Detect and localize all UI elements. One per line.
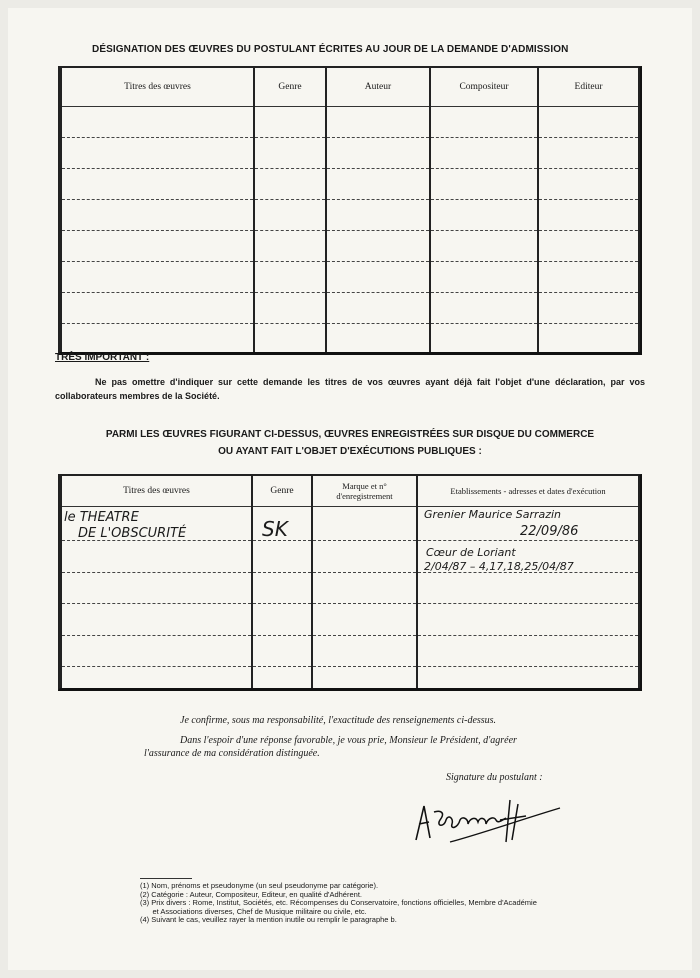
col-editeur: Editeur xyxy=(538,68,639,106)
table-row xyxy=(61,230,639,261)
signature-image xyxy=(410,790,570,850)
table-row xyxy=(61,261,639,292)
works-table xyxy=(60,68,640,352)
footnote-3: (3) Prix divers : Rome, Institut, Sociétés, etc. Récompenses du Conservatoire, fonctions officielles, Membre d'Académie xyxy=(140,898,537,908)
col-compositeur: Compositeur xyxy=(430,68,538,106)
section2-title-line1: PARMI LES ŒUVRES FIGURANT CI-DESSUS, ŒUVRES ENREGISTRÉES SUR DISQUE DU COMMERCE xyxy=(105,429,595,440)
confirm-line2: Dans l'espoir d'une réponse favorable, je vous prie, Monsieur le Président, d'agréer xyxy=(180,735,517,746)
footnote-2: (2) Catégorie : Auteur, Compositeur, Editeur, en qualité d'Adhérent. xyxy=(140,889,362,899)
section2-title-line2: OU AYANT FAIT L'OBJET D'EXÉCUTIONS PUBLIQUES : xyxy=(218,446,482,457)
col-marque: Marque et n° d'enregistrement xyxy=(312,476,417,506)
confirm-line3: l'assurance de ma considération distinguée. xyxy=(144,748,320,759)
handwritten-date1: 22/09/86 xyxy=(520,524,579,539)
table-row xyxy=(61,572,639,603)
table-row xyxy=(61,168,639,199)
footnote-divider xyxy=(140,878,192,879)
table-row xyxy=(61,635,639,666)
footnote-1: (1) Nom, prénoms et pseudonyme (un seul pseudonyme par catégorie). xyxy=(140,881,379,890)
handwritten-date2: 2/04/87 – 4,17,18,25/04/87 xyxy=(424,560,574,573)
footnote-3b: et Associations diverses, Chef de Musique militaire ou civile, etc. xyxy=(140,906,367,916)
signature-label: Signature du postulant : xyxy=(446,772,543,783)
handwritten-genre: SK xyxy=(262,517,288,541)
table-row xyxy=(61,666,639,688)
table-row xyxy=(61,106,639,137)
important-title: TRÈS IMPORTANT : xyxy=(55,352,150,363)
section1-title: DÉSIGNATION DES ŒUVRES DU POSTULANT ÉCRITES AU JOUR DE LA DEMANDE D'ADMISSION xyxy=(92,44,569,55)
col-auteur: Auteur xyxy=(326,68,430,106)
col-etablissements: Etablissements - adresses et dates d'exécution xyxy=(417,476,639,506)
table-row xyxy=(61,292,639,323)
handwritten-title-line2: DE L'OBSCURITÉ xyxy=(78,526,187,541)
handwritten-title-line1: le THEATRE xyxy=(64,510,139,525)
confirm-line1: Je confirme, sous ma responsabilité, l'exactitude des renseignements ci-dessus. xyxy=(180,715,497,726)
handwritten-venue2: Cœur de Loriant xyxy=(426,546,516,559)
table-row xyxy=(61,137,639,168)
col-titres: Titres des œuvres xyxy=(61,68,254,106)
table-row xyxy=(61,603,639,635)
footnotes xyxy=(140,882,660,925)
footnote-4: (4) Suivant le cas, veuillez rayer la mention inutile ou remplir le paragraphe b. xyxy=(140,915,397,925)
handwritten-venue1: Grenier Maurice Sarrazin xyxy=(424,508,562,521)
table-row xyxy=(61,323,639,352)
col-genre: Genre xyxy=(252,476,312,506)
col-genre: Genre xyxy=(254,68,326,106)
col-titres: Titres des œuvres xyxy=(61,476,252,506)
important-text: Ne pas omettre d'indiquer sur cette demande les titres de vos œuvres ayant déjà fait l'objet d'une déclaration, par vos collaborateurs membres de la Société. xyxy=(55,377,645,401)
table-row xyxy=(61,199,639,230)
